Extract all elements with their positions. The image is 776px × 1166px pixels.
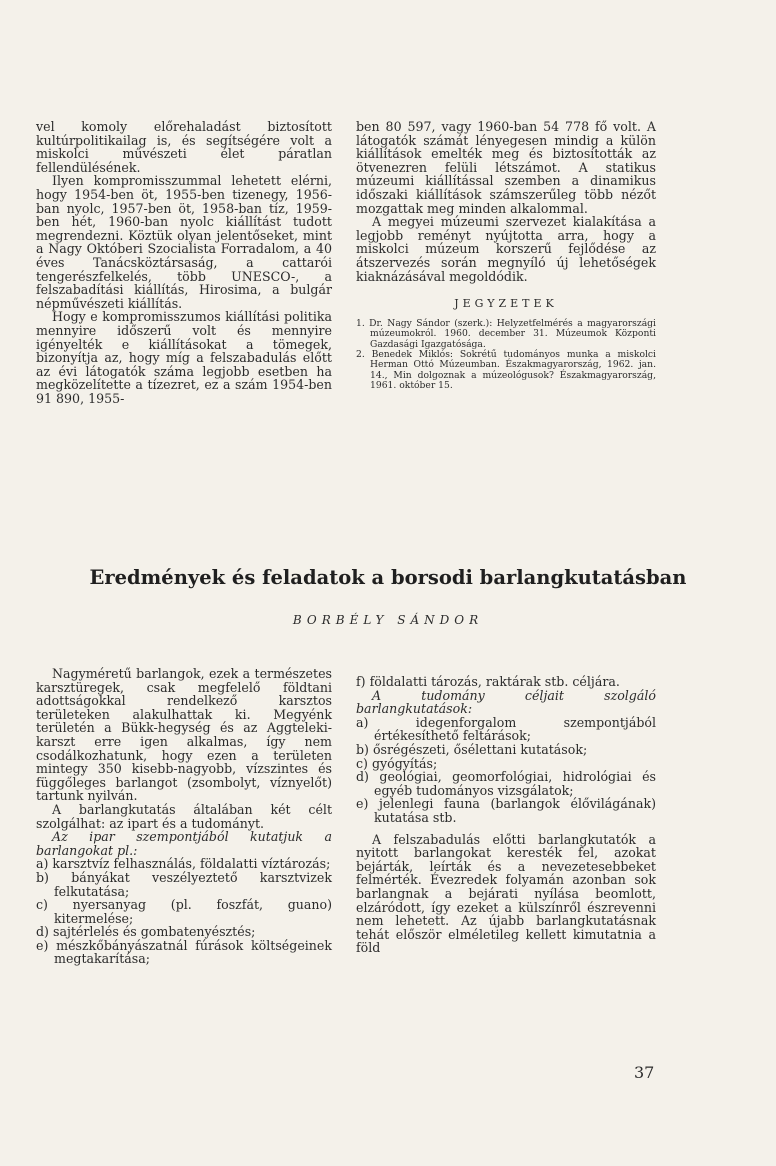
paragraph: Ilyen kompromisszummal lehetett elérni, hogy 1954-ben öt, 1955-ben tizenegy, 1956-ban nyolc, 1957-ben öt, 1958-ban tíz, 1959-ben hét, 1960-ban nyolc kiállítást tudott megrendezni. Köztük olyan jelentőseket, mint a Nagy Októberi Szocialista Forradalom, a 40 éves Tanácsköztársaság, a cattarói tengerészfelkelés, több UNESCO-, a felszabadítási kiállítás, Hirosima, a bulgár népművészeti kiállítás.: [36, 173, 332, 311]
list-item: b) ősrégészeti, ősélettani kutatások;: [356, 741, 588, 757]
list-item: b) bányákat veszélyeztető karsztvizek felkutatása;: [36, 869, 332, 899]
bottom-left-column: [36, 667, 332, 966]
list-item: d) sajtérlelés és gombatenyésztés;: [36, 924, 256, 940]
notes-heading: JEGYZETEK: [454, 297, 558, 311]
footnote: 2. Benedek Miklós: Sokrétű tudományos munka a miskolci Herman Ottó Múzeumban. Északmagyarország, 1962. jan. 14., Min dolgoznak a múzeológusok? Északmagyarország, 1961. október 15.: [356, 348, 656, 392]
industry-heading: Az ipar szempontjából kutatjuk a barlangokat pl.:: [36, 829, 332, 858]
paragraph: A megyei múzeumi szervezet kialakítása a legjobb reményt nyújtotta arra, hogy a miskolci múzeum korszerű fejlődése az átszervezés során megnyíló új lehetőségek kiaknázásával megoldódik.: [356, 214, 656, 284]
top-left-column: [36, 120, 332, 405]
list-item: c) nyersanyag (pl. foszfát, guano) kitermelése;: [36, 897, 332, 926]
list-item: a) idegenforgalom szempontjából értékesíthető feltárások;: [356, 714, 656, 744]
paragraph: A felszabadulás előtti barlangkutatók a nyitott barlangokat keresték fel, azokat bejárták, leírták és a nevezetesebbeket felmérték. Évezredek folyamán azonban sok barlangnak a bejárati nyílása beomlott, elzáródott, így ezeket a külszínről észrevenni nem lehetett. Az újabb barlangkutatásnak tehát először elméletileg kellett kimutatnia a föld: [356, 831, 656, 956]
bottom-right-column: [356, 675, 656, 955]
list-item: d) geológiai, geomorfológiai, hidrológiai és egyéb tudományos vizsgálatok;: [356, 769, 656, 798]
paragraph: vel komoly előrehaladást biztosított kultúrpolitikailag is, és segítségére volt a miskolci művészeti élet páratlan fellendülésének.: [36, 119, 332, 175]
footnote: 1. Dr. Nagy Sándor (szerk.): Helyzetfelmérés a magyarországi múzeumokról. 1960. december 31. Múzeumok Központi Gazdasági Igazgatósága.: [356, 317, 656, 350]
list-item: e) mészkőbányászatnál fúrások költségeinek megtakarítása;: [36, 937, 332, 967]
paragraph: ben 80 597, vagy 1960-ban 54 778 fő volt. A látogatók számát lényegesen mindig a külön kiállítások emelték meg és biztosították az ötvenezren felüli létszámot. A statikus múzeumi kiállítással szemben a dinamikus időszaki kiállítások számszerűleg több nézőt mozgattak meg minden alkalommal.: [356, 119, 656, 216]
list-item: e) jelenlegi fauna (barlangok élővilágának) kutatása stb.: [356, 796, 656, 825]
page-number: 37: [634, 1063, 655, 1082]
science-heading: A tudomány céljait szolgáló barlangkutatások:: [356, 687, 656, 717]
list-item: a) karsztvíz felhasználás, földalatti víztározás;: [36, 856, 331, 872]
list-item: c) gyógyítás;: [356, 755, 438, 771]
paragraph: Hogy e kompromisszumos kiállítási politika mennyire időszerű volt és mennyire igényelték e kiállításokat a tömegek, bizonyítja az, hogy míg a felszabadulás előtt az évi látogatók száma legjobb esetben ha megközelítette a tízezret, ez a szám 1954-ben 91 890, 1955-: [36, 309, 332, 406]
top-right-column: [356, 120, 656, 392]
article-author: BORBÉLY SÁNDOR: [292, 613, 484, 627]
paragraph: Nagyméretű barlangok, ezek a természetes karsztüregek, csak megfelelő földtani adottságokkal rendelkező karsztos területeken alakulhattak ki. Megyénk területén a Bükk-hegység és az Aggteleki-karszt erre igen alkalmas, így nem csodálkozhatunk, hogy ezen a területen mintegy 350 kisebb-nagyobb, vízszintes és függőleges barlangot (zsombolyt, víznyelőt) tartunk nyilván.: [36, 666, 332, 804]
paragraph: A barlangkutatás általában két célt szolgálhat: az ipart és a tudományt.: [36, 801, 332, 831]
article-title: Eredmények és feladatok a borsodi barlangkutatásban: [89, 566, 687, 589]
list-item: f) földalatti tározás, raktárak stb. céljára.: [356, 674, 620, 689]
